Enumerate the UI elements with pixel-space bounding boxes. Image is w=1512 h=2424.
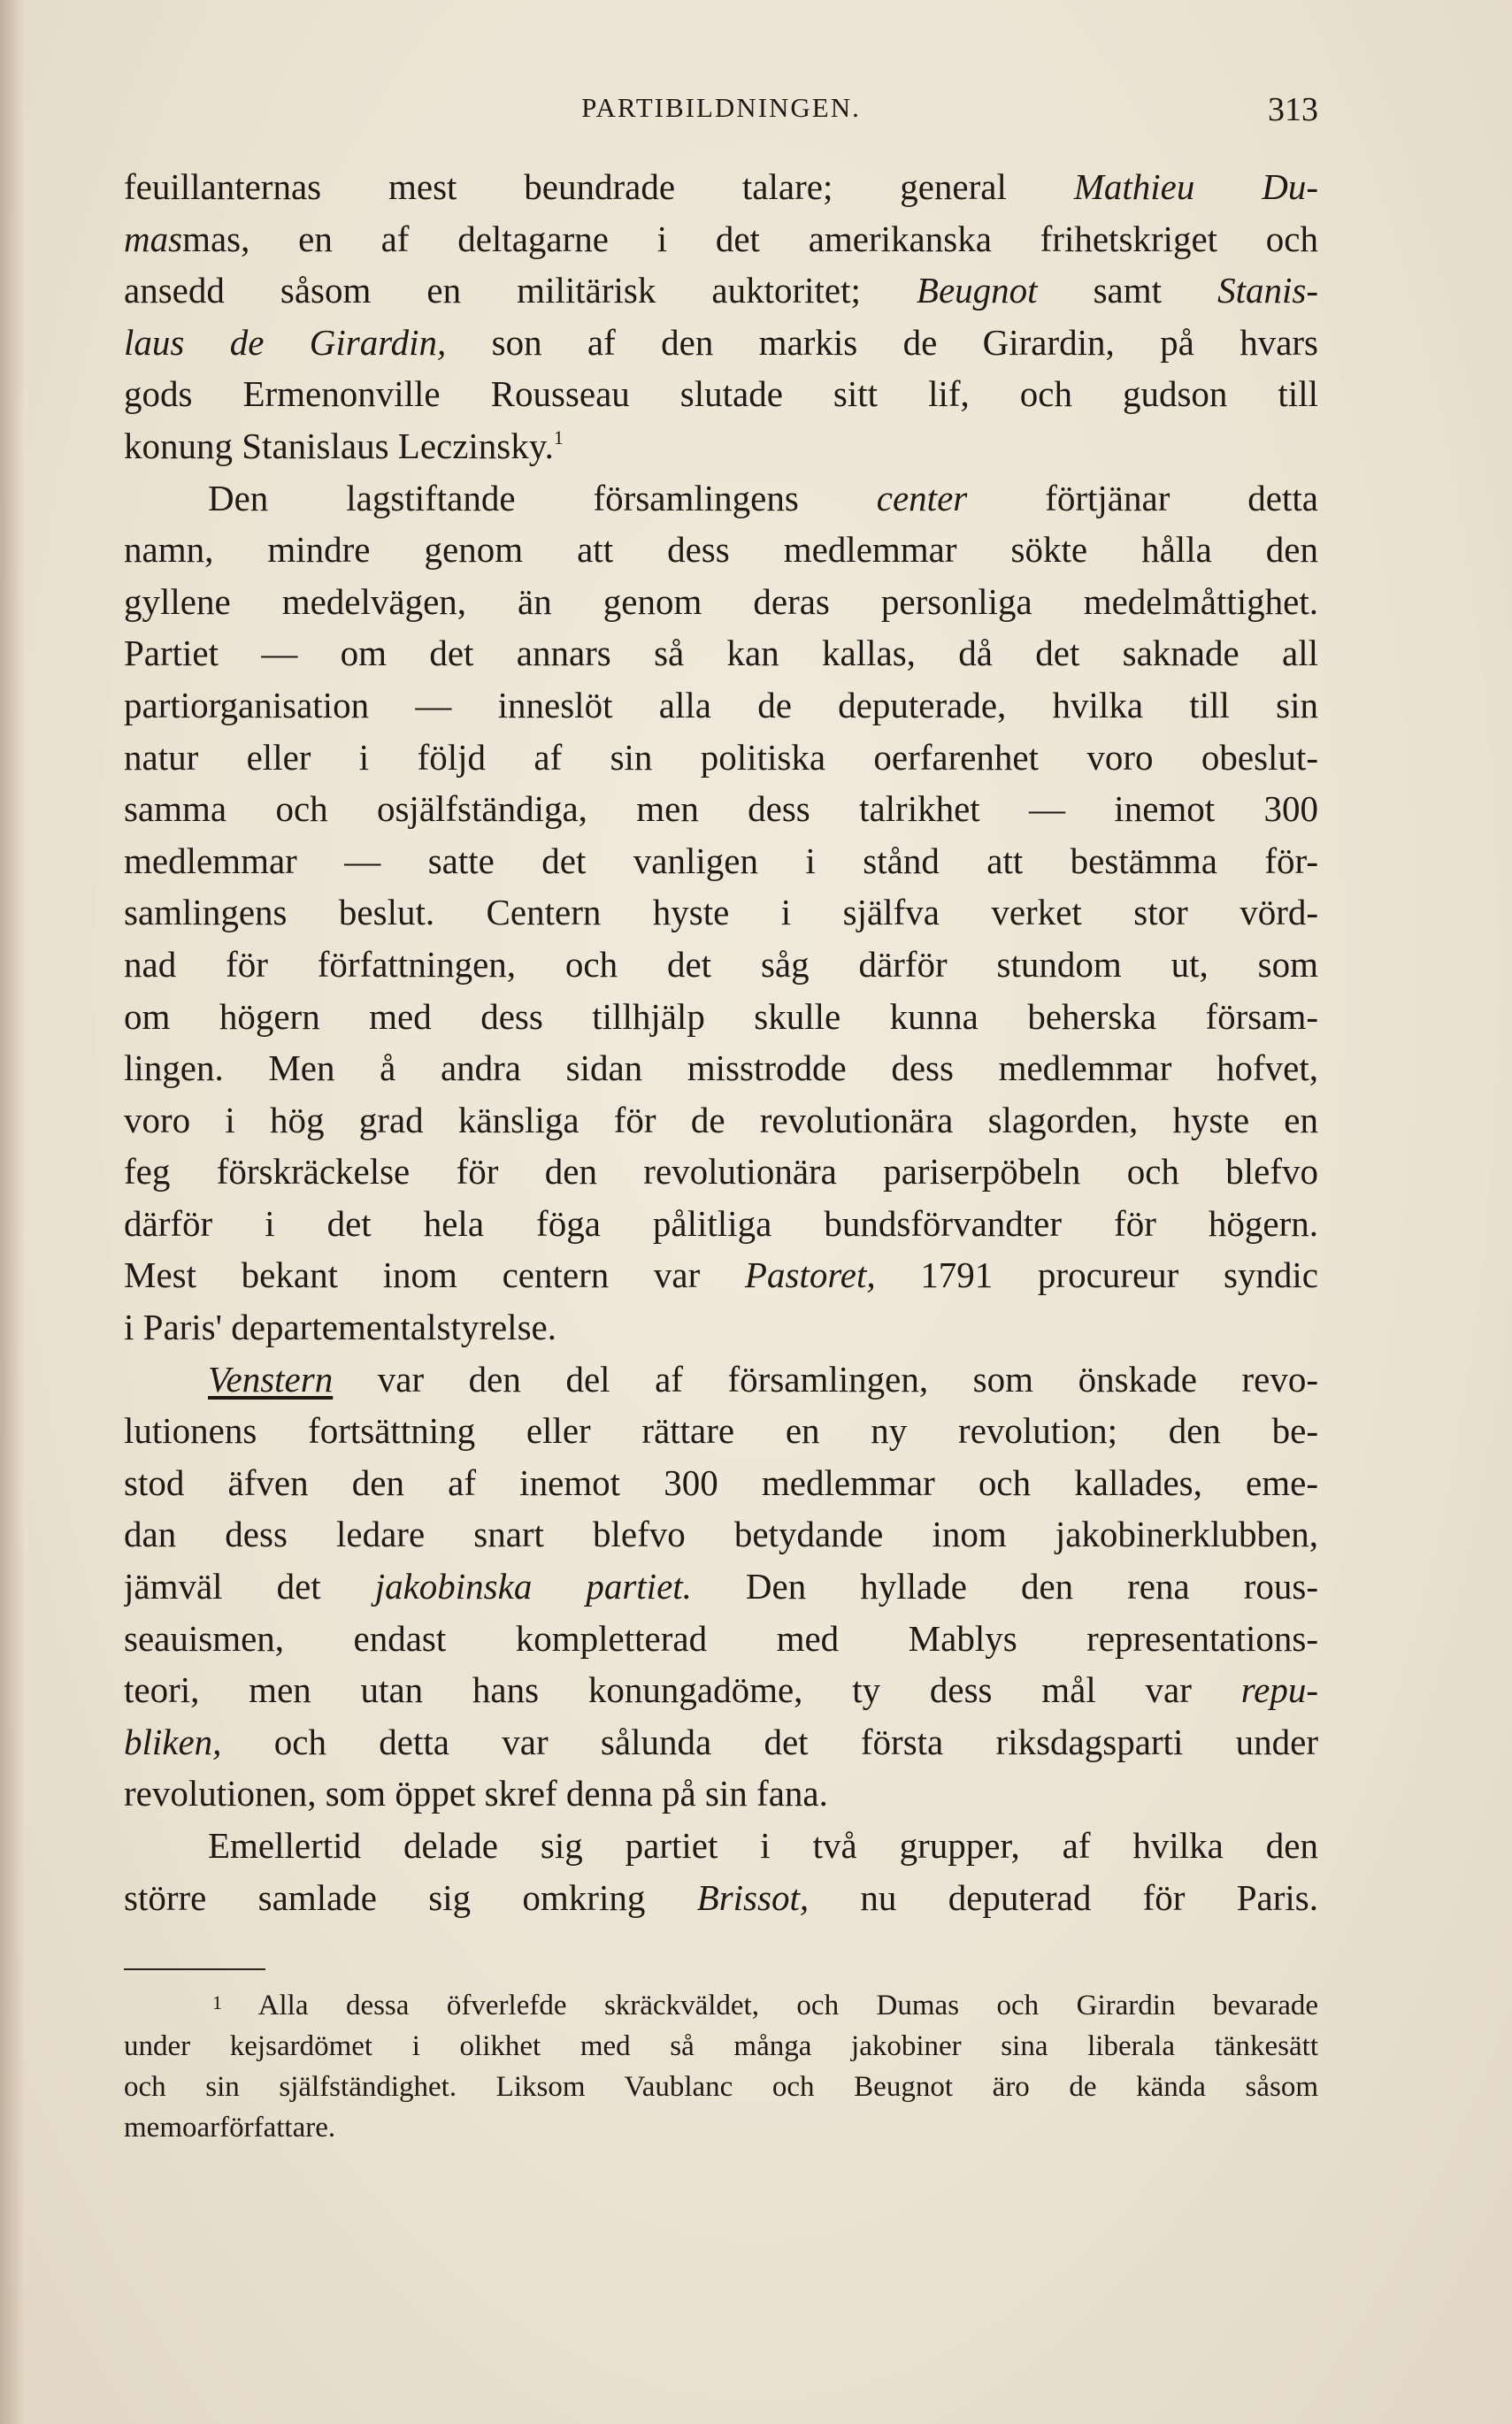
text-line: Venstern var den del af församlingen, som önskade revo- (208, 1358, 1318, 1400)
text-line: natur eller i följd af sin politiska oerfarenhet voro obeslut- (124, 736, 1318, 778)
text-line: Partiet — om det annars så kan kallas, då det saknade all (124, 633, 1318, 674)
text-line: jämväl det jakobinska partiet. Den hyllade den rena rous- (124, 1566, 1318, 1607)
text-line: stod äfven den af inemot 300 medlemmar och kallades, eme- (124, 1461, 1318, 1503)
text-line: teori, men utan hans konungadöme, ty dess mål var repu- (124, 1669, 1318, 1711)
text-line: dan dess ledare snart blefvo betydande inom jakobinerklubben, (124, 1514, 1318, 1555)
text-line: större samlade sig omkring Brissot, nu deputerad för Paris. (124, 1876, 1318, 1918)
text-line: masmas, en af deltagarne i det amerikanska frihetskriget och (124, 218, 1318, 259)
body-text (124, 161, 1318, 1923)
text-line: feg förskräckelse för den revolutionära pariserpöbeln och blefvo (124, 1151, 1318, 1193)
text-line: laus de Girardin, son af den markis de Girardin, på hvars (124, 321, 1318, 363)
text-line: namn, mindre genom att dess medlemmar sökte hålla den (124, 529, 1318, 571)
page-edge-shadow (0, 0, 25, 2424)
text-line: Mest bekant inom centern var Pastoret, 1791 procureur syndic (124, 1254, 1318, 1296)
text-line: lingen. Men å andra sidan misstrodde dess medlemmar hofvet, (124, 1047, 1318, 1089)
text-line: därför i det hela föga pålitliga bundsförvandter för högern. (124, 1202, 1318, 1244)
footnote-line: och sin själfständighet. Liksom Vaublanc och Beugnot äro de kända såsom (124, 2071, 1318, 2103)
page-header (124, 92, 1318, 136)
footnote-line: under kejsardömet i olikhet med så många jakobiner sina liberala tänkesätt (124, 2030, 1318, 2062)
text-line: partiorganisation — inneslöt alla de deputerade, hvilka till sin (124, 684, 1318, 725)
text-line: gods Ermenonville Rousseau slutade sitt lif, och gudson till (124, 373, 1318, 415)
text-line: ansedd såsom en militärisk auktoritet; Beugnot samt Stanis- (124, 270, 1318, 311)
text-line: feuillanternas mest beundrade talare; general Mathieu Du- (124, 166, 1318, 207)
text-line: i Paris' departementalstyrelse. (124, 1307, 556, 1348)
footnotes (124, 1985, 1318, 2148)
footnote-marker: 1 (212, 1991, 222, 2014)
footnote-line: memoarförfattare. (124, 2112, 336, 2144)
text-line: Den lagstiftande församlingens center förtjänar detta (208, 477, 1318, 518)
footnote-rule (124, 1968, 265, 1970)
text-line: Emellertid delade sig partiet i två grupper, af hvilka den (208, 1825, 1318, 1866)
text-line: revolutionen, som öppet skref denna på sin fana. (124, 1773, 828, 1814)
footnote-ref: 1 (553, 426, 564, 449)
text-line: om högern med dess tillhjälp skulle kunna beherska försam- (124, 995, 1318, 1037)
text-line: medlemmar — satte det vanligen i stånd att bestämma för- (124, 840, 1318, 881)
page-number: 313 (1268, 91, 1318, 128)
text-line: konung Stanislaus Leczinsky.$^1$ (124, 425, 564, 466)
footnote-line: $^1$ Alla dessa öfverlefde skräckväldet, och Dumas och Girardin bevarade (212, 1990, 1318, 2021)
text-line: samlingens beslut. Centern hyste i själfva verket stor vörd- (124, 892, 1318, 933)
text-line: bliken, och detta var sålunda det första riksdagsparti under (124, 1721, 1318, 1762)
text-line: nad för författningen, och det såg därför stundom ut, som (124, 943, 1318, 985)
running-head: PARTIBILDNINGEN. (581, 92, 861, 123)
text-line: voro i hög grad känsliga för de revolutionära slagorden, hyste en (124, 1099, 1318, 1140)
text-line: seauismen, endast kompletterad med Mablys representations- (124, 1617, 1318, 1659)
text-line: gyllene medelvägen, än genom deras personliga medelmåttighet. (124, 580, 1318, 622)
text-line: lutionens fortsättning eller rättare en ny revolution; den be- (124, 1410, 1318, 1452)
text-line: samma och osjälfständiga, men dess talrikhet — inemot 300 (124, 788, 1318, 830)
